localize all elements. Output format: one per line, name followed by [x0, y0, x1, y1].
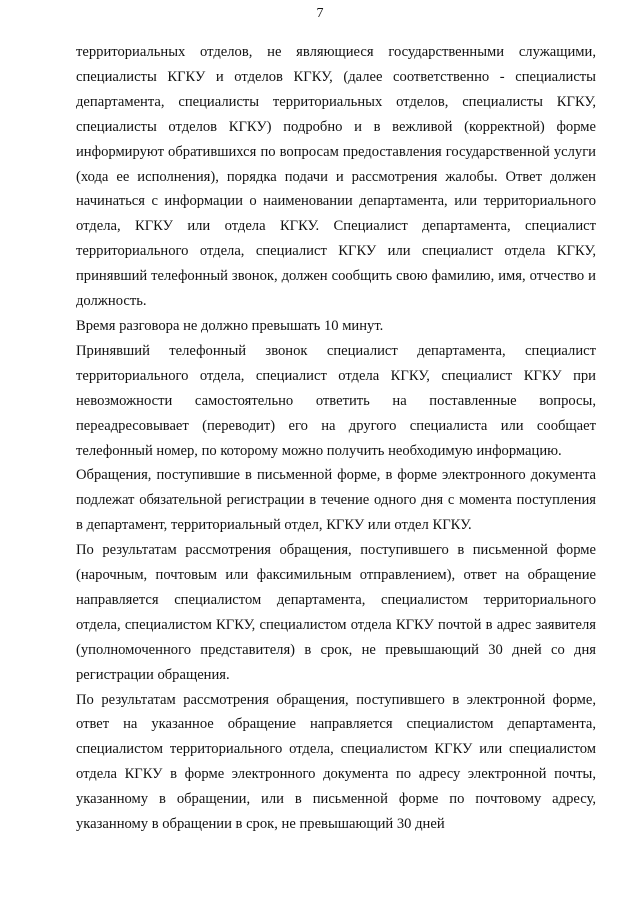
paragraph-2: Время разговора не должно превышать 10 минут. [76, 317, 384, 334]
paragraph-1: территориальных отделов, не являющиеся государственными служащими, специалисты КГКУ и отделов КГКУ, (далее соответственно - специалисты департамента, специалисты территориальных отделов, специалисты КГКУ, специалисты отделов КГКУ) подробно и в вежливой (корректной) форме информируют обратившихся по вопросам предоставления государственной услуги (хода ее исполнения), порядка подачи и рассмотрения жалобы. Ответ должен начинаться с информации о наименовании департамента, или территориального отдела, КГКУ или отдела КГКУ. Специалист департамента, специалист территориального отдела, специалист КГКУ или специалист отдела КГКУ, принявший телефонный звонок, должен сообщить свою фамилию, имя, отчество и должность. [76, 44, 596, 310]
page-number: 7 [316, 6, 324, 21]
paragraph-5: По результатам рассмотрения обращения, поступившего в письменной форме (нарочным, почтовым или факсимильным отправлением), ответ на обращение направляется специалистом департамента, специалистом территориального отдела, специалистом КГКУ, специалистом отдела КГКУ почтой в адрес заявителя (уполномоченного представителя) в срок, не превышающий 30 дней со дня регистрации обращения. [76, 542, 596, 683]
paragraph-4: Обращения, поступившие в письменной форме, в форме электронного документа подлежат обязательной регистрации в течение одного дня с момента поступления в департамент, территориальный отдел, КГКУ или отдел КГКУ. [76, 467, 596, 534]
document-body [76, 40, 596, 837]
paragraph-3: Принявший телефонный звонок специалист департамента, специалист территориального отдела, специалист отдела КГКУ, специалист КГКУ при невозможности самостоятельно ответить на поставленные вопросы, переадресовывает (переводит) его на другого специалиста или сообщает телефонный номер, по которому можно получить необходимую информацию. [76, 342, 596, 459]
paragraph-6: По результатам рассмотрения обращения, поступившего в электронной форме, ответ на указанное обращение направляется специалистом департамента, специалистом территориального отдела, специалистом КГКУ или специалистом отдела КГКУ в форме электронного документа по адресу электронной почты, указанному в обращении, или в письменной форме по почтовому адресу, указанному в обращении в срок, не превышающий 30 дней [76, 691, 596, 833]
